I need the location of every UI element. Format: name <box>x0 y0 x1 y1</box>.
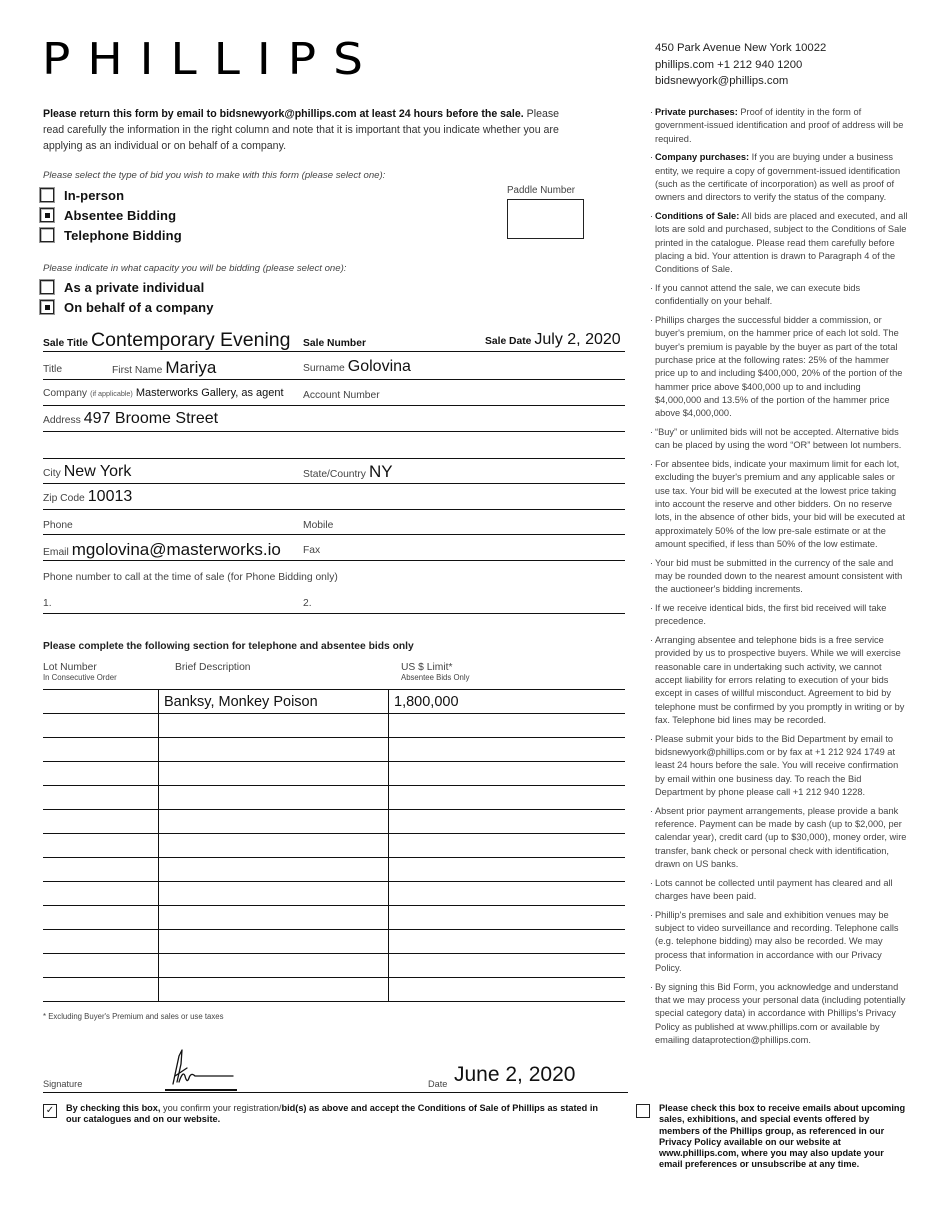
note-text: For absentee bids, indicate your maximum limit for each lot, excluding the buyer's premium and any applicable sales or use tax. Your bid will be executed at the lowest price taking into account the reserve and other bidders. On no reserve lots, in the absence of other bids, your bid will be executed at approximately 50% of the low pre-sale estimate or at the amount specified, if less than 50% of the low estimate. <box>655 459 905 549</box>
mobile-field[interactable] <box>303 520 333 531</box>
rule <box>43 458 625 459</box>
capacity-prompt: Please indicate in what capacity you will be bidding (please select one): <box>43 263 347 274</box>
state-country-label: State/Country <box>303 469 366 480</box>
first-name-value: Mariya <box>165 358 217 377</box>
checkbox-telephone[interactable] <box>40 228 54 242</box>
bullet-icon: · <box>650 557 654 568</box>
state-country-field[interactable] <box>303 462 393 482</box>
table-row <box>43 834 625 858</box>
phone-at-sale-label: Phone number to call at the time of sale (for Phone Bidding only) <box>43 572 338 583</box>
table-row <box>43 786 625 810</box>
lot-number-cell[interactable] <box>43 858 159 882</box>
note-heading: Conditions of Sale: <box>655 211 740 222</box>
note-text: Lots cannot be collected until payment has cleared and all charges have been paid. <box>655 877 893 902</box>
rule <box>43 509 625 510</box>
note-text: Phillip's premises and sale and exhibition venues may be subject to video surveillance and recording. Telephone calls (e.g. telephone bidding) may also be recorded. We may process that information in accordance with our Privacy Policy. <box>655 909 899 974</box>
marketing-consent <box>636 1103 906 1171</box>
city-label: City <box>43 468 61 479</box>
lot-number-cell[interactable] <box>43 930 159 954</box>
bullet-icon: · <box>650 152 654 163</box>
capacity-individual[interactable] <box>40 277 214 297</box>
surname-label: Surname <box>303 363 345 374</box>
note-item <box>650 106 908 146</box>
sale-title-label: Sale Title <box>43 338 89 349</box>
checkbox-label: On behalf of a company <box>64 299 214 315</box>
limit-cell[interactable] <box>389 738 626 762</box>
sale-date-label: Sale Date <box>485 336 532 347</box>
surname-field[interactable] <box>303 358 411 376</box>
table-row <box>43 882 625 906</box>
email-value: mgolovina@masterworks.io <box>71 540 281 559</box>
rule <box>43 560 625 561</box>
bullet-icon: · <box>650 603 654 614</box>
col-header-lot <box>43 662 117 682</box>
note-item <box>650 634 908 727</box>
note-item <box>650 314 908 420</box>
note-text: Your bid must be submitted in the currency of the sale and may be rounded down to the nearest amount consistent with the auctioneer's bidding increments. <box>655 557 903 595</box>
table-row <box>43 714 625 738</box>
note-item <box>650 981 908 1047</box>
description-cell[interactable] <box>159 978 389 1002</box>
rule <box>43 431 625 432</box>
checkbox-absentee[interactable] <box>40 208 54 222</box>
contact-web-phone: phillips.com +1 212 940 1200 <box>655 58 803 71</box>
limit-cell[interactable] <box>389 930 626 954</box>
description-cell[interactable] <box>159 786 389 810</box>
confirm-text <box>66 1103 613 1126</box>
confirm-text-bold: By checking this box, <box>66 1103 164 1113</box>
description-cell[interactable] <box>159 906 389 930</box>
rule <box>43 351 625 352</box>
col-header-label: Lot Number <box>43 662 97 673</box>
paddle-number-label: Paddle Number <box>507 185 576 196</box>
description-cell[interactable] <box>159 714 389 738</box>
table-row <box>43 978 625 1002</box>
checkbox-private-individual[interactable] <box>40 280 54 294</box>
note-text: Arranging absentee and telephone bids is a free service provided by us to prospective buyers. While we will exercise reasonable care in undertaking such activity, we cannot accept liability for errors relating to execution of your bids except in cases of willful misconduct. Agreement to bid by telephone must be confirmed by you promptly in writing or by fax. Telephone bid lines may be recorded. <box>655 635 905 725</box>
limit-cell[interactable] <box>389 810 626 834</box>
table-row <box>43 954 625 978</box>
city-field[interactable] <box>43 463 131 481</box>
note-text: By signing this Bid Form, you acknowledge and understand that we may process your personal data (including potentially special category data) in accordance with Phillips's Privacy Policy as published at www.phillips.com or available by emailing dataprotection@phillips.com. <box>655 981 906 1045</box>
bullet-icon: · <box>650 877 654 888</box>
sale-date-field[interactable] <box>485 331 621 349</box>
title-label: Title <box>43 364 63 375</box>
lot-number-cell[interactable] <box>43 738 159 762</box>
title-field[interactable] <box>43 364 62 375</box>
description-cell[interactable] <box>159 762 389 786</box>
description-cell[interactable] <box>159 954 389 978</box>
company-field[interactable] <box>43 387 284 399</box>
signature-label: Signature <box>43 1079 83 1089</box>
table-row <box>43 906 625 930</box>
capacity-company[interactable] <box>40 297 214 317</box>
bullet-icon: · <box>650 459 654 470</box>
fax-field[interactable] <box>303 545 320 556</box>
checkbox-label: Telephone Bidding <box>64 227 182 243</box>
checked-mark-icon <box>45 213 50 218</box>
limit-cell[interactable] <box>389 714 626 738</box>
date-label: Date <box>428 1079 448 1089</box>
lot-number-cell[interactable] <box>43 954 159 978</box>
bullet-icon: · <box>650 635 654 646</box>
col-header-label: Brief Description <box>175 662 251 673</box>
lot-number-cell[interactable] <box>43 978 159 1002</box>
email-label: Email <box>43 547 69 558</box>
bullet-icon: · <box>650 909 654 920</box>
rule <box>43 379 625 380</box>
description-cell[interactable] <box>159 882 389 906</box>
bullet-icon: · <box>650 211 654 222</box>
bullet-icon: · <box>650 805 654 816</box>
address-label: Address <box>43 415 81 426</box>
note-text: All bids are placed and executed, and all lots are sold and purchased, subject to the Conditions of Sale printed in the catalogue. Please read them carefully before placing a bid. Your attention is drawn to Paragraph 4 of the Conditions of Sale. <box>655 211 908 275</box>
company-label-note: (if applicable) <box>90 389 133 398</box>
sale-title-field[interactable] <box>43 329 290 352</box>
note-heading: Company purchases: <box>655 152 750 163</box>
bullet-icon: · <box>650 107 654 117</box>
zip-code-field[interactable] <box>43 488 132 506</box>
marketing-text: Please check this box to receive emails about upcoming sales, exhibitions, and special events offered by members of the Phillips group, as referenced in our Privacy Policy available on our website at www.phillips.com, where you may also update your email preferences or unsubscribe at any time. <box>659 1103 906 1170</box>
col-header-label: US $ Limit* <box>401 662 453 673</box>
confirm-text-bold: bid(s) as above and accept the Conditions of Sale of Phillips as stated in our catalogues and on our website. <box>66 1103 599 1125</box>
note-text: “Buy” or unlimited bids will not be accepted. Alternative bids can be placed by using the word “OR” between lot numbers. <box>655 427 902 451</box>
phone-label: Phone <box>43 520 73 531</box>
limit-cell[interactable]: 1,800,000 <box>389 690 626 714</box>
company-value: Masterworks Gallery, as agent <box>135 387 284 399</box>
note-item <box>650 805 908 871</box>
fax-label: Fax <box>303 545 321 556</box>
sale-title-value: Contemporary Evening <box>91 329 291 351</box>
description-cell[interactable]: Banksy, Monkey Poison <box>159 690 389 714</box>
checkbox-label: In-person <box>64 187 125 203</box>
limit-cell[interactable] <box>389 834 626 858</box>
intro-rest: Please read carefully the information in the right column and note that it is important that you indicate whether you are applying as an individual or on behalf of a company. <box>43 108 560 152</box>
note-item <box>650 210 908 276</box>
note-heading: Private purchases: <box>655 107 738 117</box>
first-name-label: First Name <box>112 365 163 376</box>
account-number-label: Account Number <box>303 390 380 401</box>
first-name-field[interactable] <box>112 358 216 378</box>
address-field[interactable] <box>43 410 218 428</box>
city-value: New York <box>63 463 132 480</box>
note-text: If you cannot attend the sale, we can execute bids confidentially on your behalf. <box>655 283 861 307</box>
contact-block <box>655 40 826 90</box>
check-icon: ✓ <box>45 1105 55 1116</box>
note-item <box>650 557 908 597</box>
table-row <box>43 930 625 954</box>
note-item <box>650 602 908 629</box>
sale-date-value: July 2, 2020 <box>534 331 621 348</box>
date-value[interactable]: June 2, 2020 <box>454 1063 576 1086</box>
bullet-icon: · <box>650 283 654 294</box>
confirm-checkbox[interactable] <box>43 1104 57 1118</box>
account-number-field[interactable] <box>303 390 380 401</box>
table-row <box>43 762 625 786</box>
lot-number-cell[interactable] <box>43 810 159 834</box>
limit-cell[interactable] <box>389 978 626 1002</box>
sale-number-field[interactable] <box>303 338 366 349</box>
table-row <box>43 810 625 834</box>
note-item <box>650 909 908 975</box>
bullet-icon: · <box>650 733 654 744</box>
description-cell[interactable] <box>159 930 389 954</box>
bid-type-telephone[interactable] <box>40 225 182 245</box>
note-item <box>650 458 908 551</box>
phone-at-sale-2-field[interactable]: 2. <box>303 598 312 609</box>
contact-email: bidsnewyork@phillips.com <box>655 75 789 87</box>
rule <box>43 534 625 535</box>
note-item <box>650 151 908 204</box>
bid-type-in-person[interactable] <box>40 185 182 205</box>
note-text: If we receive identical bids, the first bid received will take precedence. <box>655 603 887 627</box>
lot-number-cell[interactable] <box>43 882 159 906</box>
intro-text <box>43 106 563 154</box>
bid-type-prompt: Please select the type of bid you wish to make with this form (please select one): <box>43 170 386 181</box>
bid-type-group <box>40 185 182 245</box>
company-label: Company <box>43 388 88 399</box>
limit-cell[interactable] <box>389 786 626 810</box>
zip-code-label: Zip Code <box>43 493 85 504</box>
col-header-description <box>175 662 251 673</box>
note-text: If you are buying under a business entity, we require a copy of government-issued identification (such as the certificate of incorporation) as well as proof of owners and directors to verify the status of the company. <box>655 152 901 203</box>
lot-number-cell[interactable] <box>43 762 159 786</box>
lot-number-cell[interactable] <box>43 906 159 930</box>
capacity-group <box>40 277 214 317</box>
col-header-sub: Absentee Bids Only <box>401 673 470 682</box>
checkbox-company[interactable] <box>40 300 54 314</box>
note-text: Absent prior payment arrangements, please provide a bank reference. Payment can be made by cash (up to $2,000, per calendar year), credit card (up to $30,000), money order, wire transfer, bank check or personal check with identification, drawn on US banks. <box>655 805 907 869</box>
address-line-2-field[interactable] <box>43 433 625 457</box>
paddle-number-field[interactable] <box>507 199 584 239</box>
description-cell[interactable] <box>159 858 389 882</box>
signature-scribble-icon <box>165 1046 240 1088</box>
checkbox-label: Absentee Bidding <box>64 207 177 223</box>
note-item <box>650 426 908 453</box>
description-cell[interactable] <box>159 810 389 834</box>
rule <box>43 405 625 406</box>
bullet-icon: · <box>650 315 654 326</box>
lot-number-cell[interactable] <box>43 714 159 738</box>
mobile-label: Mobile <box>303 520 334 531</box>
lot-number-cell[interactable] <box>43 690 159 714</box>
limit-cell[interactable] <box>389 858 626 882</box>
checkbox-label: As a private individual <box>64 279 205 295</box>
bullet-icon: · <box>650 427 654 438</box>
signature-underline <box>165 1089 237 1091</box>
phillips-logo: PHILLIPS <box>42 34 380 85</box>
bids-section-title: Please complete the following section for telephone and absentee bids only <box>43 641 414 652</box>
note-text: Proof of identity in the form of government-issued identification and proof of address will be required. <box>655 107 904 144</box>
note-item <box>650 282 908 309</box>
email-field[interactable] <box>43 540 281 560</box>
footnote: * Excluding Buyer's Premium and sales or use taxes <box>43 1012 224 1021</box>
notes-column <box>650 106 908 1053</box>
checkbox-in-person[interactable] <box>40 188 54 202</box>
limit-cell[interactable] <box>389 954 626 978</box>
col-header-limit <box>401 662 469 682</box>
bids-table <box>43 689 625 1002</box>
intro-bold: Please return this form by email to bidsnewyork@phillips.com at least 24 hours before the sale. <box>43 108 524 120</box>
address-value: 497 Broome Street <box>83 410 219 427</box>
limit-cell[interactable] <box>389 906 626 930</box>
lot-number-cell[interactable] <box>43 786 159 810</box>
confirm-text-light: you confirm your registration/ <box>163 1103 282 1113</box>
table-row <box>43 738 625 762</box>
confirm-consent <box>43 1103 613 1126</box>
table-row <box>43 858 625 882</box>
phone-at-sale-1-field[interactable]: 1. <box>43 598 52 609</box>
note-text: Please submit your bids to the Bid Department by email to bidsnewyork@phillips.com or by fax at +1 212 924 1749 at least 24 hours before the sale. You will receive confirmation by email within one business day. To reach the Bid Department by phone please call +1 212 940 1228. <box>655 733 899 797</box>
rule <box>43 1092 628 1093</box>
checked-mark-icon <box>45 305 50 310</box>
limit-cell[interactable] <box>389 882 626 906</box>
contact-address: 450 Park Avenue New York 10022 <box>655 42 827 54</box>
bullet-icon: · <box>650 981 654 992</box>
note-text: Phillips charges the successful bidder a commission, or buyer's premium, on the hammer price of each lot sold. The buyer's premium is payable by the buyer as part of the total purchase price at the following rates: 25% of the hammer price up to and including $400,000, 20% of the portion of the hammer price above $400,000 up to and including $4,000,000 and 13.5% of the portion of the hammer price above $4,000,000. <box>655 315 903 419</box>
description-cell[interactable] <box>159 834 389 858</box>
marketing-checkbox[interactable] <box>636 1104 650 1118</box>
description-cell[interactable] <box>159 738 389 762</box>
sale-number-label: Sale Number <box>303 338 366 349</box>
signature-image[interactable] <box>165 1046 240 1088</box>
state-country-value: NY <box>368 462 393 481</box>
table-row <box>43 690 625 714</box>
zip-code-value: 10013 <box>87 488 133 505</box>
rule <box>43 483 625 484</box>
lot-number-cell[interactable] <box>43 834 159 858</box>
col-header-sub: In Consecutive Order <box>43 673 117 682</box>
phone-field[interactable] <box>43 520 73 531</box>
bid-type-absentee[interactable] <box>40 205 182 225</box>
note-item <box>650 877 908 904</box>
rule <box>43 613 625 614</box>
limit-cell[interactable] <box>389 762 626 786</box>
note-item <box>650 733 908 799</box>
surname-value: Golovina <box>347 358 411 375</box>
